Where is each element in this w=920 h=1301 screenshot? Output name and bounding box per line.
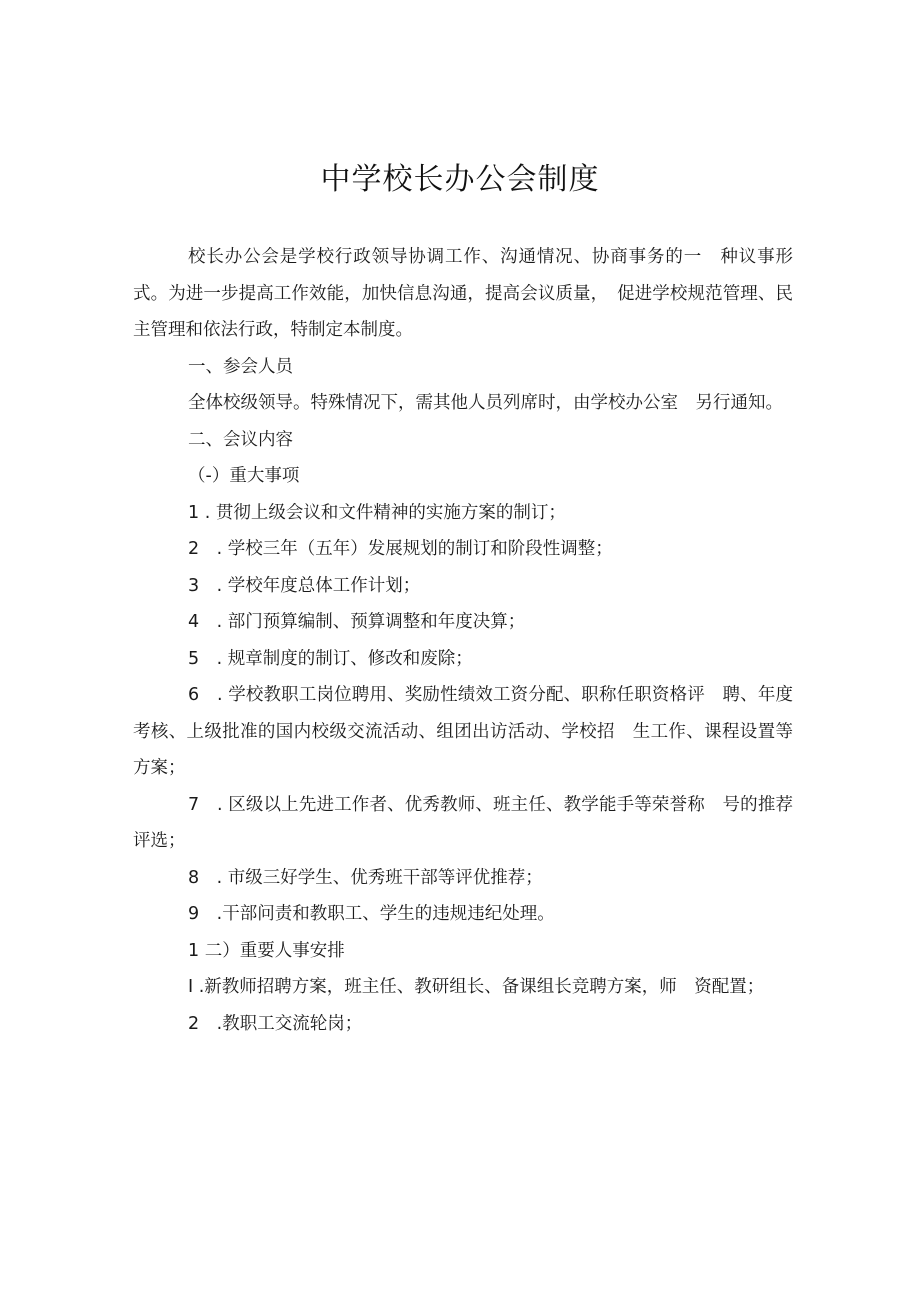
document-title: 中学校长办公会制度	[320, 162, 600, 197]
subsection-heading-major: （-）重大事项	[188, 466, 300, 486]
section-heading-content: 二、会议内容	[188, 429, 293, 450]
list-item: I .新教师招聘方案，班主任、教研组长、备课组长竞聘方案，师 资配置；	[188, 977, 765, 997]
subsection-heading-personnel: 1 二）重要人事安排	[188, 940, 345, 961]
list-item: 1 . 贯彻上级会议和文件精神的实施方案的制订；	[188, 502, 566, 523]
attendees-paragraph: 全体校级领导。特殊情况下，需其他人员列席时，由学校办公室 另行通知。	[188, 393, 783, 413]
list-item: 4 . 部门预算编制、预算调整和年度决算；	[188, 612, 526, 632]
list-item: 8 . 市级三好学生、优秀班干部等评优推荐；	[188, 867, 543, 888]
list-item: 6 . 学校教职工岗位聘用、奖励性绩效工资分配、职称任职资格评 聘、年度考核、上级批准的国内校级交流活动、组团出访活动、学校招 生工作、课程设置等方案；	[133, 685, 793, 778]
list-item: 2 .教职工交流轮岗；	[188, 1013, 363, 1034]
list-item: 3 . 学校年度总体工作计划；	[188, 575, 421, 596]
intro-paragraph: 校长办公会是学校行政领导协调工作、沟通情况、协商事务的一 种议事形式。为进一步提高工作效能，加快信息沟通，提高会议质量， 促进学校规范管理、民主管理和依法行政，特制定本制度。	[133, 247, 793, 340]
list-item: 5 . 规章制度的制订、修改和废除；	[188, 648, 473, 669]
list-item: 7 . 区级以上先进工作者、优秀教师、班主任、教学能手等荣誉称 号的推荐评选；	[133, 794, 793, 851]
section-heading-attendees: 一、参会人员	[188, 356, 293, 377]
document-body	[133, 239, 793, 1042]
list-item: 2 . 学校三年（五年）发展规划的制订和阶段性调整；	[188, 539, 613, 559]
list-item: 9 .干部问责和教职工、学生的违规违纪处理。	[188, 904, 555, 924]
